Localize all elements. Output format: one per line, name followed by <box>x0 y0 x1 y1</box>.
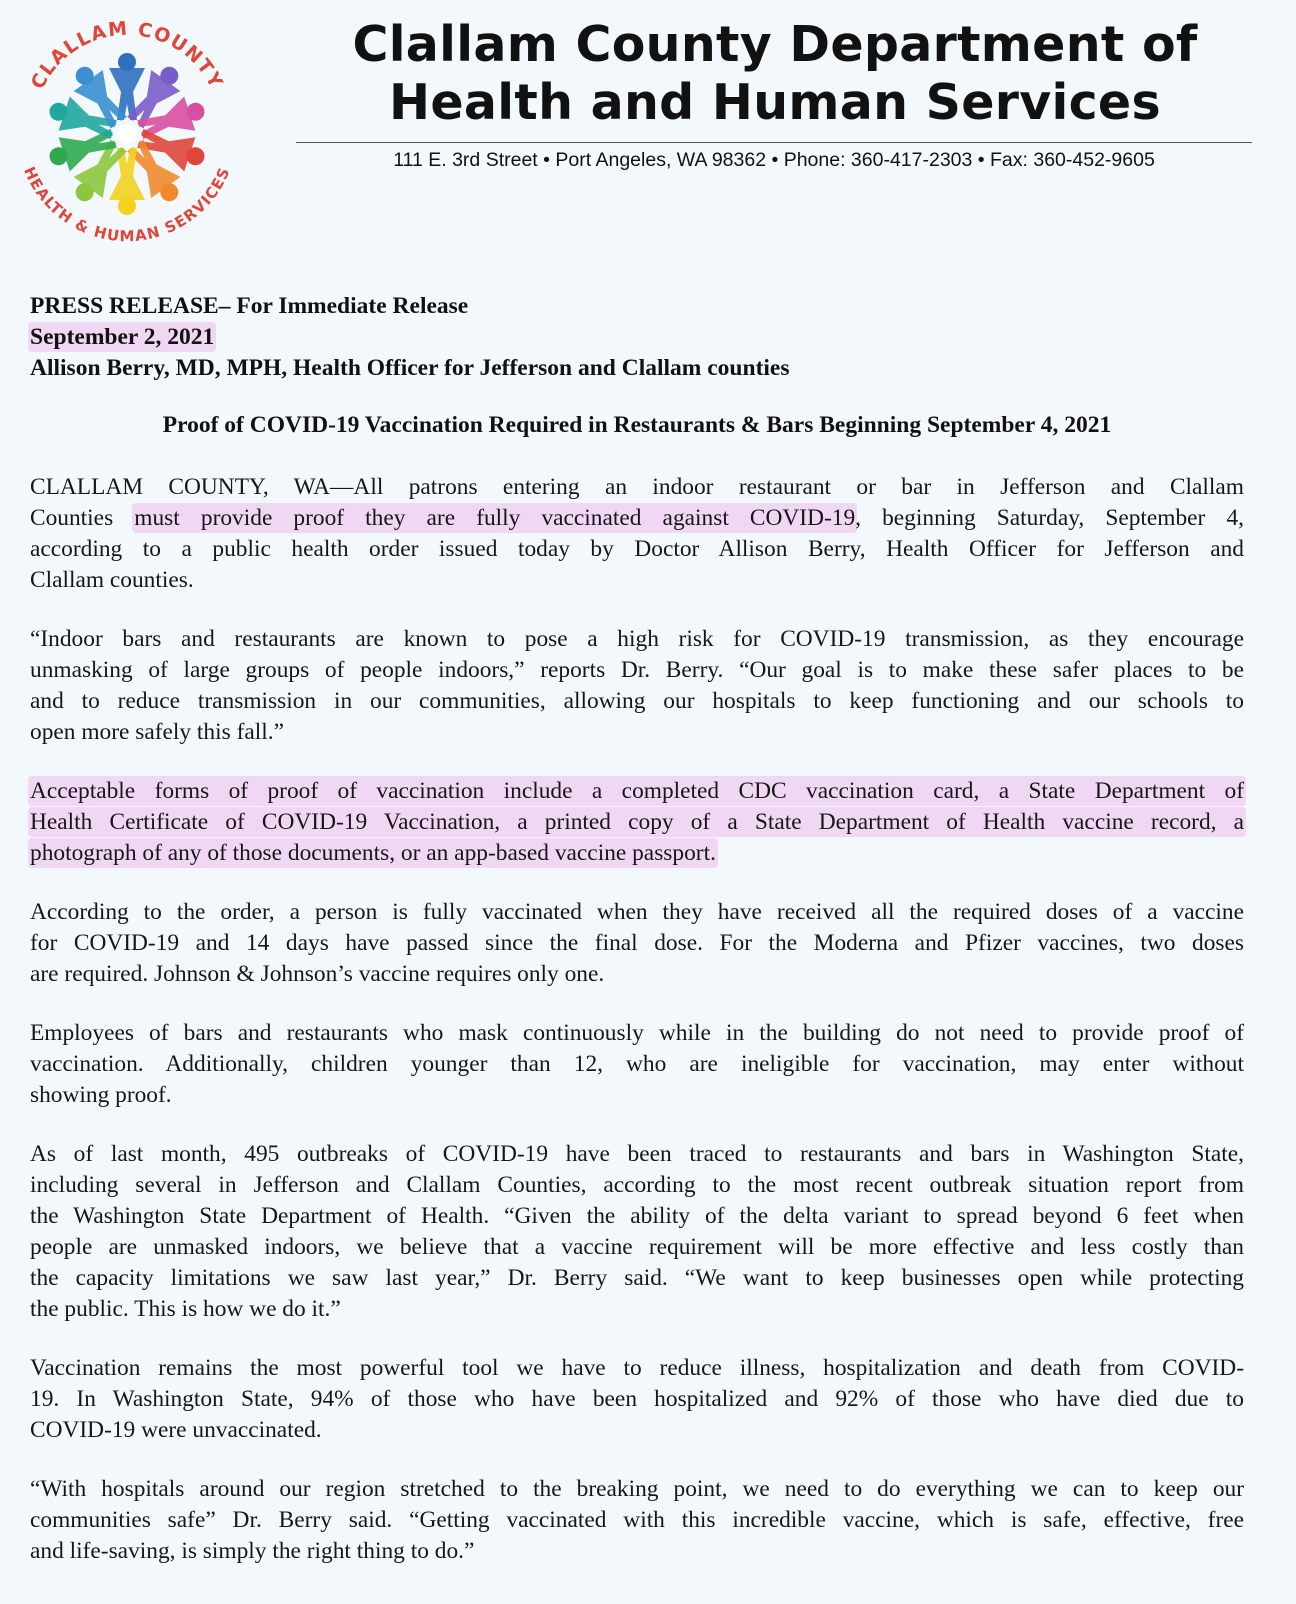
highlighted-text: Health Certificate of COVID-19 Vaccination, a printed copy of a State Department of Health vaccine record, a <box>30 809 1244 835</box>
header-divider <box>296 142 1252 143</box>
paragraph-7 <box>30 1353 1244 1446</box>
clallam-county-hhs-logo <box>4 6 250 252</box>
paragraph-5 <box>30 1018 1244 1111</box>
text-line: showing proof. <box>30 1082 172 1108</box>
text-line: the Washington State Department of Health. “Given the ability of the delta variant to spread beyond 6 feet when <box>30 1203 1244 1229</box>
text-line: “Indoor bars and restaurants are known to pose a high risk for COVID-19 transmission, as they encourage <box>30 626 1244 652</box>
text-line: Employees of bars and restaurants who mask continuously while in the building do not need to provide proof of <box>30 1020 1244 1046</box>
text-line: Vaccination remains the most powerful tool we have to reduce illness, hospitalization and death from COVID- <box>30 1355 1244 1381</box>
release-author: Allison Berry, MD, MPH, Health Officer for Jefferson and Clallam counties <box>30 355 790 381</box>
text-line: the public. This is how we do it.” <box>30 1296 341 1322</box>
paragraph-1 <box>30 472 1244 596</box>
department-title-line2: Health and Human Services <box>389 74 1161 131</box>
text-line: According to the order, a person is fully vaccinated when they have received all the required doses of a vaccine <box>30 899 1244 925</box>
text-line <box>30 807 1244 838</box>
headline: Proof of COVID-19 Vaccination Required in Restaurants & Bars Beginning September 4, 2021 <box>162 412 1112 438</box>
paragraph-2 <box>30 624 1244 748</box>
text-line: As of last month, 495 outbreaks of COVID-19 have been traced to restaurants and bars in Washington State, <box>30 1141 1244 1167</box>
text-line <box>30 503 1244 534</box>
paragraph-6 <box>30 1139 1244 1325</box>
text-line: “With hospitals around our region stretched to the breaking point, we need to do everything we can to keep our <box>30 1476 1244 1502</box>
paragraph-3-highlighted <box>30 776 1244 869</box>
text-line: and life-saving, is simply the right thing to do.” <box>30 1538 475 1564</box>
text-line: vaccination. Additionally, children younger than 12, who are ineligible for vaccination, may enter without <box>30 1051 1244 1077</box>
text-line: CLALLAM COUNTY, WA—All patrons entering an indoor restaurant or bar in Jefferson and Clallam <box>30 474 1244 500</box>
center-star-icon <box>117 124 137 144</box>
highlighted-text: must provide proof they are fully vaccinated against COVID-19 <box>134 505 856 531</box>
release-date-line <box>30 322 790 353</box>
text-segment: , beginning Saturday, September 4, <box>855 505 1244 531</box>
text-line: unmasking of large groups of people indoors,” reports Dr. Berry. “Our goal is to make these safer places to be <box>30 657 1244 683</box>
text-line: the capacity limitations we saw last year,” Dr. Berry said. “We want to keep businesses open while protecting <box>30 1265 1244 1291</box>
release-date: September 2, 2021 <box>30 324 215 350</box>
logo-top-text: CLALLAM COUNTY <box>26 17 228 93</box>
press-release-body <box>30 472 1244 1595</box>
paragraph-8 <box>30 1474 1244 1567</box>
logo-bottom-text: HEALTH & HUMAN SERVICES <box>20 164 234 246</box>
paragraph-4 <box>30 897 1244 990</box>
header-address: 111 E. 3rd Street • Port Angeles, WA 98362 • Phone: 360-417-2303 • Fax: 360-452-9605 <box>393 149 1155 171</box>
text-line: 19. In Washington State, 94% of those who have been hospitalized and 92% of those who have died due to <box>30 1386 1244 1412</box>
figure-ring-icon <box>44 53 209 215</box>
text-segment: Counties <box>30 505 135 531</box>
text-line: open more safely this fall.” <box>30 719 284 745</box>
text-line: and to reduce transmission in our communities, allowing our hospitals to keep functioning and our schools to <box>30 688 1244 714</box>
text-line: Clallam counties. <box>30 567 194 593</box>
release-block <box>30 291 790 384</box>
text-line: including several in Jefferson and Clallam Counties, according to the most recent outbreak situation report from <box>30 1172 1244 1198</box>
department-title <box>300 16 1250 132</box>
highlighted-text: photograph of any of those documents, or an app-based vaccine passport. <box>30 840 716 866</box>
release-label: PRESS RELEASE– For Immediate Release <box>30 293 469 319</box>
text-line: COVID-19 were unvaccinated. <box>30 1417 322 1443</box>
text-line: for COVID-19 and 14 days have passed since the final dose. For the Moderna and Pfizer vaccines, two doses <box>30 930 1244 956</box>
text-line: communities safe” Dr. Berry said. “Getting vaccinated with this incredible vaccine, which is safe, effective, free <box>30 1507 1244 1533</box>
highlighted-text: Acceptable forms of proof of vaccination include a completed CDC vaccination card, a State Department of <box>30 778 1244 804</box>
text-line: people are unmasked indoors, we believe that a vaccine requirement will be more effective and less costly than <box>30 1234 1244 1260</box>
department-title-line1: Clallam County Department of <box>352 16 1198 73</box>
text-line: according to a public health order issued today by Doctor Allison Berry, Health Officer for Jefferson and <box>30 536 1244 562</box>
text-line <box>30 838 1244 869</box>
text-line: are required. Johnson & Johnson’s vaccine requires only one. <box>30 961 605 987</box>
text-line <box>30 776 1244 807</box>
